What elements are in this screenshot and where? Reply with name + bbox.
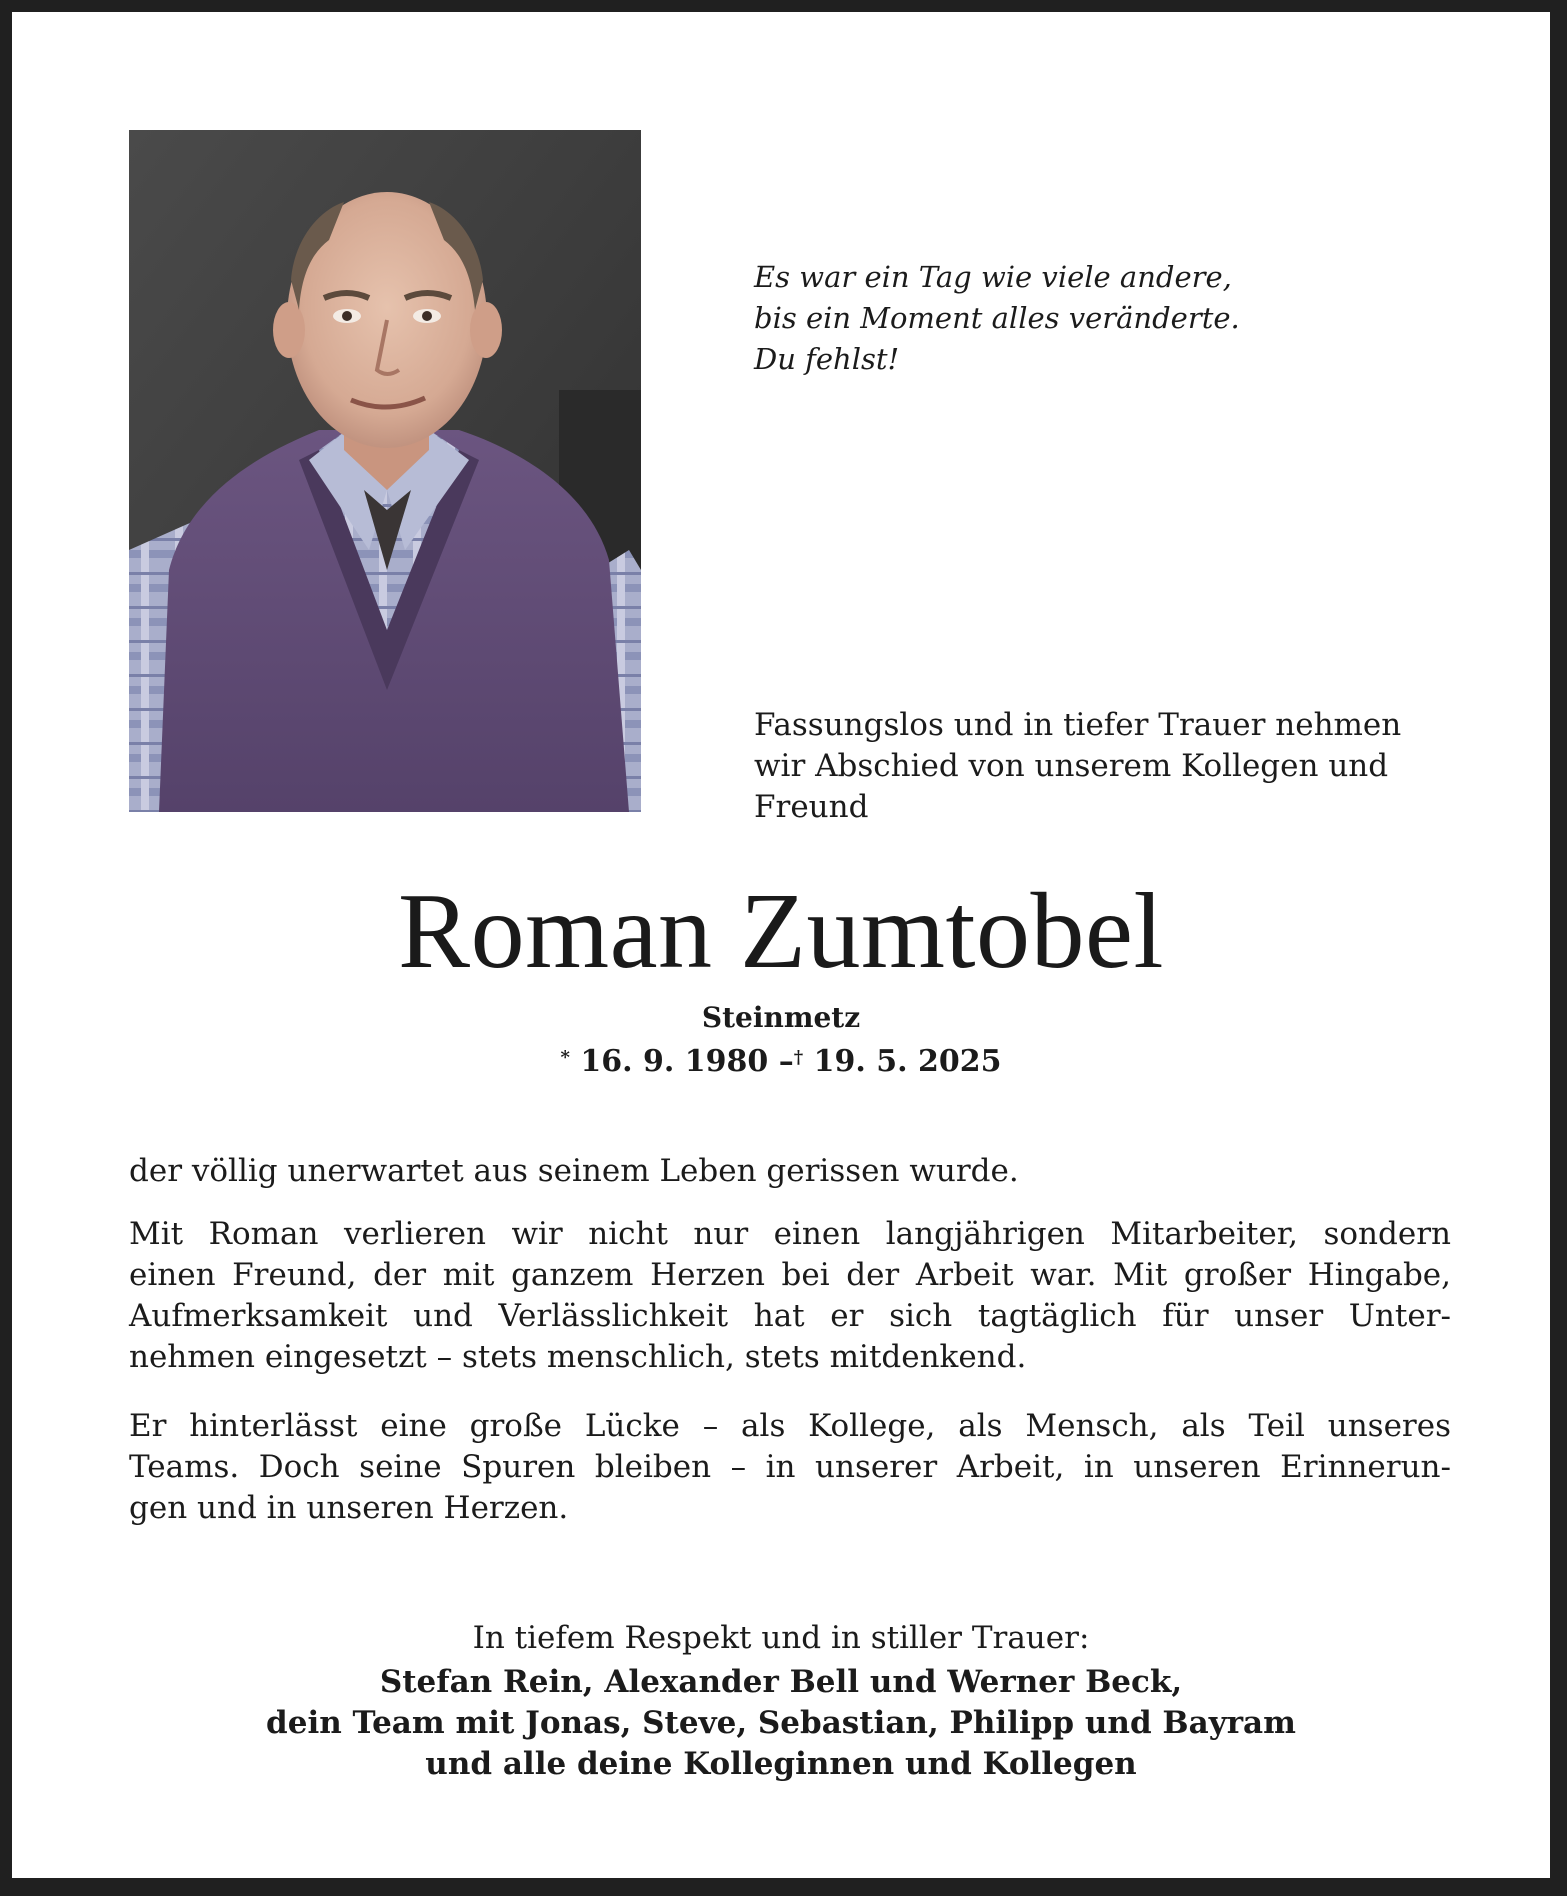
body-line: Teams. Doch seine Spuren bleiben – in unserer Arbeit, in unseren Erinnerun- <box>129 1449 1451 1485</box>
quote-line: Du fehlst! <box>754 342 900 376</box>
life-dates <box>12 1042 1550 1082</box>
deceased-name: Roman Zumtobel <box>398 872 1164 991</box>
body-line: Mit Roman verlieren wir nicht nur einen langjährigen Mitarbeiter, sondern <box>129 1216 1451 1252</box>
body-paragraph-2 <box>129 1214 1451 1378</box>
quote-line: Es war ein Tag wie viele andere, <box>754 260 1232 294</box>
body-line: gen und in unseren Herzen. <box>129 1490 569 1526</box>
signer-line: und alle deine Kolleginnen und Kollegen <box>425 1746 1137 1782</box>
signer-line: dein Team mit Jonas, Steve, Sebastian, Philipp und Bayram <box>266 1705 1296 1741</box>
portrait-illustration <box>129 130 641 812</box>
body-line: Aufmerksamkeit und Verlässlichkeit hat er sich tagtäglich für unser Unter- <box>129 1298 1451 1334</box>
signer-line: Stefan Rein, Alexander Bell und Werner Beck, <box>379 1664 1183 1700</box>
portrait-photo <box>129 130 641 812</box>
farewell-intro <box>754 705 1494 828</box>
body-line: einen Freund, der mit ganzem Herzen bei der Arbeit war. Mit großer Hingabe, <box>129 1257 1451 1293</box>
obituary-notice <box>12 12 1550 1878</box>
intro-line: Freund <box>754 789 869 825</box>
intro-line: wir Abschied von unserem Kollegen und <box>754 748 1389 784</box>
body-paragraph-1 <box>129 1151 1451 1192</box>
signers-list <box>12 1662 1550 1785</box>
death-date: 19. 5. 2025 <box>813 1044 1002 1079</box>
body-line: der völlig unerwartet aus seinem Leben gerissen wurde. <box>129 1153 1019 1189</box>
quote-line: bis ein Moment alles veränderte. <box>754 301 1240 335</box>
date-separator: – <box>778 1044 794 1079</box>
body-line: nehmen eingesetzt – stets menschlich, stets mitdenkend. <box>129 1339 1027 1375</box>
intro-line: Fassungslos und in tiefer Trauer nehmen <box>754 707 1402 743</box>
death-symbol: † <box>793 1047 804 1068</box>
birth-symbol: * <box>560 1047 570 1068</box>
deceased-profession: Steinmetz <box>701 1001 861 1034</box>
body-paragraph-3 <box>129 1406 1451 1529</box>
body-line: Er hinterlässt eine große Lücke – als Kollege, als Mensch, als Teil unseres <box>129 1408 1451 1444</box>
closing-intro: In tiefem Respekt und in stiller Trauer: <box>472 1620 1090 1656</box>
birth-date: 16. 9. 1980 <box>580 1044 769 1079</box>
memorial-quote <box>754 257 1494 380</box>
